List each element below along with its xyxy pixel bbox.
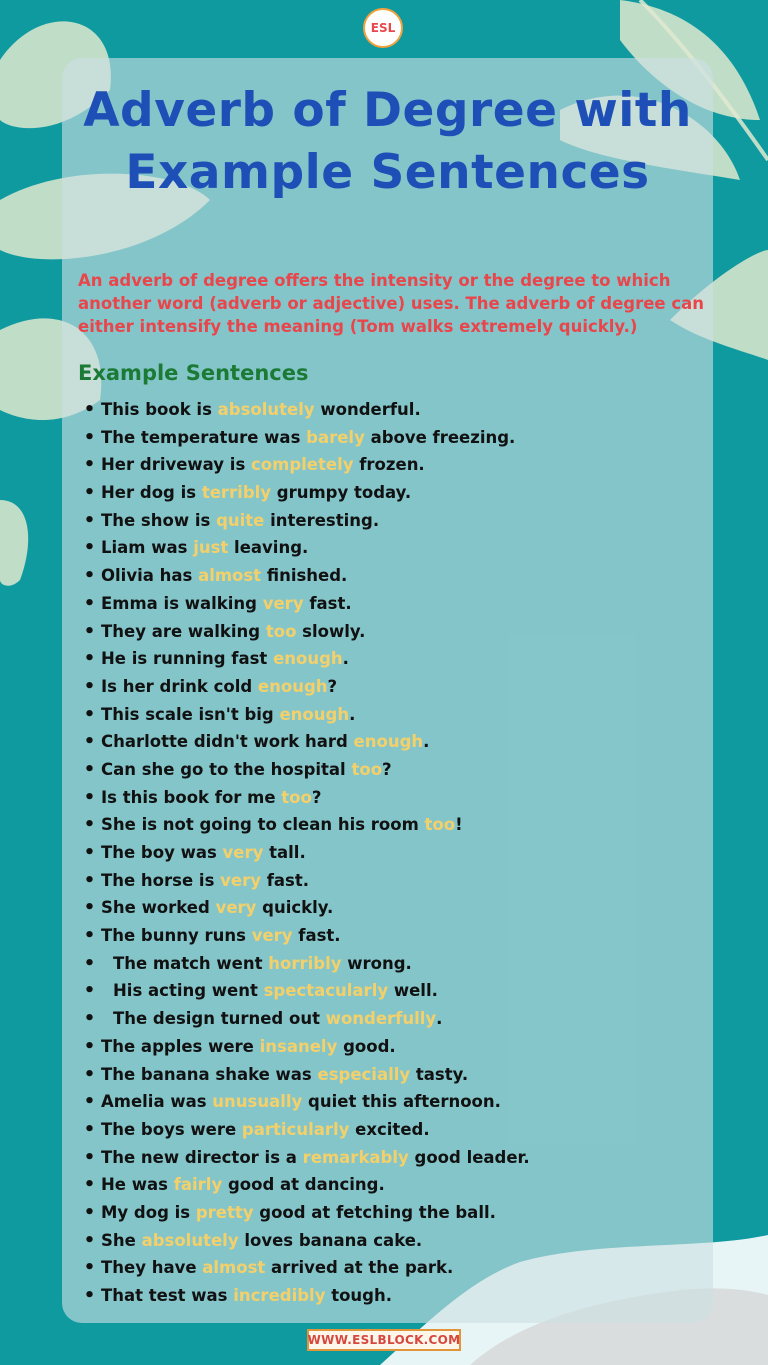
intro-paragraph: An adverb of degree offers the intensity or the degree to which another word (adverb or adjective) uses. The adverb of degree can either intensify the meaning (Tom walks extremely quickly.) — [78, 271, 704, 336]
sentence-text: The match went — [113, 953, 269, 973]
sentence-text: She worked — [101, 898, 216, 918]
highlighted-adverb: enough — [273, 649, 343, 669]
list-item — [78, 673, 708, 701]
list-item — [78, 1061, 708, 1089]
bullet-icon: • — [83, 952, 96, 974]
bullet-icon: • — [83, 897, 96, 919]
sentence-text: He was — [101, 1175, 174, 1195]
sentence-text: The temperature was — [101, 427, 307, 447]
highlighted-adverb: especially — [317, 1064, 411, 1084]
list-item — [78, 977, 708, 1005]
sentence-text: The horse is — [101, 870, 221, 890]
sentence-text: . — [436, 1009, 443, 1029]
sentence-text: Is this book for me — [101, 787, 282, 807]
highlighted-adverb: unusually — [212, 1092, 303, 1112]
sentence-text: well. — [388, 981, 438, 1001]
highlighted-adverb: horribly — [268, 953, 342, 973]
sentence-text: He is running fast — [101, 649, 274, 669]
bullet-icon: • — [83, 1008, 96, 1030]
highlighted-adverb: too — [351, 759, 383, 779]
list-item — [78, 784, 708, 812]
list-item — [78, 396, 708, 424]
website-footer: WWW.ESLBLOCK.COM — [307, 1329, 461, 1351]
highlighted-adverb: too — [281, 787, 312, 807]
sentence-text: good leader. — [408, 1147, 530, 1167]
bullet-icon: • — [83, 1285, 96, 1306]
highlighted-adverb: too — [265, 621, 297, 641]
sentence-text: leaving. — [228, 538, 309, 558]
sentence-text: They are walking — [101, 621, 266, 641]
sentence-text: My dog is — [101, 1202, 196, 1222]
sentence-text: The banana shake was — [101, 1064, 318, 1084]
sentence-text: Olivia has — [101, 566, 199, 586]
sentence-text: Her dog is — [101, 483, 202, 503]
sentence-text: ? — [311, 787, 322, 807]
sentence-text: The bunny runs — [101, 926, 252, 946]
bullet-icon: • — [83, 1201, 96, 1223]
sentence-text: finished. — [261, 566, 348, 586]
section-heading: Example Sentences — [78, 361, 309, 385]
sentence-text: The boy was — [101, 843, 223, 862]
sentence-text: loves banana cake. — [238, 1230, 423, 1250]
sentence-text: ? — [327, 676, 338, 696]
highlighted-adverb: fairly — [173, 1175, 223, 1195]
sentence-text: ? — [382, 759, 392, 779]
list-item — [78, 451, 708, 479]
sentence-text: The design turned out — [113, 1009, 326, 1029]
list-item — [78, 562, 708, 590]
list-item — [78, 507, 708, 535]
sentence-text: wonderful. — [314, 400, 421, 419]
bullet-icon: • — [83, 925, 96, 947]
bullet-icon: • — [83, 509, 96, 531]
highlighted-adverb: remarkably — [302, 1147, 409, 1167]
esl-logo: ESL — [363, 8, 403, 48]
list-item — [78, 1116, 708, 1144]
sentence-text: His acting went — [113, 981, 264, 1001]
bullet-icon: • — [83, 565, 96, 587]
highlighted-adverb: enough — [279, 704, 350, 724]
sentence-text: excited. — [349, 1119, 430, 1139]
sentence-text: Liam was — [101, 538, 194, 558]
highlighted-adverb: very — [220, 870, 261, 890]
bullet-icon: • — [83, 1257, 96, 1279]
highlighted-adverb: very — [262, 593, 304, 613]
sentence-text: They have — [101, 1258, 203, 1278]
sentence-text: . — [423, 732, 430, 752]
bullet-icon: • — [83, 1174, 96, 1196]
sentence-text: fast. — [303, 593, 352, 613]
highlighted-adverb: particularly — [241, 1119, 350, 1139]
list-item — [78, 867, 708, 895]
bullet-icon: • — [83, 758, 96, 780]
bullet-icon: • — [83, 731, 96, 753]
highlighted-adverb: incredibly — [233, 1286, 326, 1305]
bullet-icon: • — [83, 842, 96, 863]
bullet-icon: • — [83, 592, 96, 614]
list-item — [78, 534, 708, 562]
bullet-icon: • — [83, 648, 96, 670]
bullet-icon: • — [83, 482, 96, 504]
sentence-text: Charlotte didn't work hard — [101, 732, 354, 752]
highlighted-adverb: terribly — [201, 483, 272, 503]
list-item — [78, 590, 708, 618]
sentence-text: ! — [455, 815, 463, 835]
list-item — [78, 1005, 708, 1033]
sentence-text: quiet this afternoon. — [302, 1092, 501, 1112]
bullet-icon: • — [83, 786, 96, 808]
sentence-text: This book is — [101, 400, 218, 419]
list-item — [78, 479, 708, 507]
highlighted-adverb: just — [193, 538, 229, 558]
sentence-text: slowly. — [296, 621, 366, 641]
bullet-icon: • — [83, 869, 96, 891]
example-sentence-list — [78, 396, 708, 1310]
list-item — [78, 1282, 708, 1310]
sentence-text: wrong. — [341, 953, 412, 973]
sentence-text: . — [342, 649, 349, 669]
list-item — [78, 424, 708, 452]
list-item — [78, 811, 708, 839]
list-item — [78, 1144, 708, 1172]
sentence-text: Amelia was — [101, 1092, 213, 1112]
list-item — [78, 1227, 708, 1255]
bullet-icon: • — [83, 399, 96, 420]
sentence-text: The boys were — [101, 1119, 242, 1139]
highlighted-adverb: very — [215, 898, 257, 918]
list-item — [78, 950, 708, 978]
sentence-text: arrived at the park. — [265, 1258, 454, 1278]
sentence-text: good at dancing. — [222, 1175, 385, 1195]
highlighted-adverb: wonderfully — [325, 1009, 437, 1029]
page-title: Adverb of Degree with Example Sentences — [83, 83, 692, 200]
bullet-icon: • — [83, 980, 96, 1002]
sentence-text: quickly. — [256, 898, 334, 918]
sentence-text: tasty. — [410, 1064, 469, 1084]
bullet-icon: • — [83, 1091, 96, 1113]
bullet-icon: • — [83, 537, 96, 559]
bullet-icon: • — [83, 675, 96, 697]
highlighted-adverb: absolutely — [141, 1230, 239, 1250]
sentence-text: grumpy today. — [271, 483, 412, 503]
highlighted-adverb: almost — [198, 566, 262, 586]
bullet-icon: • — [83, 1035, 96, 1057]
sentence-text: Is her drink cold — [101, 676, 258, 696]
bullet-icon: • — [83, 620, 96, 642]
bullet-icon: • — [83, 1118, 96, 1140]
sentence-text: interesting. — [264, 510, 380, 530]
sentence-text: She is not going to clean his room — [101, 815, 425, 835]
highlighted-adverb: completely — [251, 455, 354, 475]
bullet-icon: • — [83, 814, 96, 836]
highlighted-adverb: too — [424, 815, 456, 835]
list-item — [78, 894, 708, 922]
sentence-text: She — [101, 1230, 142, 1250]
list-item — [78, 1199, 708, 1227]
highlighted-adverb: almost — [202, 1258, 266, 1278]
sentence-text: The new director is a — [101, 1147, 303, 1167]
list-item — [78, 728, 708, 756]
list-item — [78, 1254, 708, 1282]
sentence-text: That test was — [101, 1286, 234, 1305]
sentence-text: fast. — [260, 870, 310, 890]
list-item — [78, 922, 708, 950]
highlighted-adverb: very — [222, 843, 264, 862]
list-item — [78, 756, 708, 784]
sentence-text: good. — [337, 1036, 396, 1056]
highlighted-adverb: absolutely — [217, 400, 315, 419]
list-item — [78, 701, 708, 729]
sentence-text: The apples were — [101, 1036, 260, 1056]
bullet-icon: • — [83, 1146, 96, 1168]
bullet-icon: • — [83, 1229, 96, 1251]
list-item — [78, 618, 708, 646]
highlighted-adverb: spectacularly — [263, 981, 389, 1001]
bullet-icon: • — [83, 454, 96, 476]
highlighted-adverb: very — [251, 926, 293, 946]
list-item — [78, 839, 708, 867]
sentence-text: tall. — [263, 843, 306, 862]
sentence-text: above freezing. — [364, 427, 516, 447]
highlighted-adverb: pretty — [195, 1202, 254, 1222]
highlighted-adverb: barely — [306, 427, 365, 447]
sentence-text: tough. — [325, 1286, 392, 1305]
highlighted-adverb: insanely — [259, 1036, 338, 1056]
bullet-icon: • — [83, 703, 96, 725]
bullet-icon: • — [83, 1063, 96, 1085]
sentence-text: Can she go to the hospital — [101, 759, 352, 779]
sentence-text: fast. — [292, 926, 341, 946]
sentence-text: Emma is walking — [101, 593, 263, 613]
list-item — [78, 645, 708, 673]
sentence-text: Her driveway is — [101, 455, 252, 475]
highlighted-adverb: enough — [353, 732, 424, 752]
list-item — [78, 1171, 708, 1199]
sentence-text: . — [349, 704, 356, 724]
sentence-text: frozen. — [353, 455, 425, 475]
sentence-text: This scale isn't big — [101, 704, 280, 724]
highlighted-adverb: enough — [257, 676, 328, 696]
bullet-icon: • — [83, 426, 96, 448]
list-item — [78, 1033, 708, 1061]
list-item — [78, 1088, 708, 1116]
sentence-text: The show is — [101, 510, 217, 530]
highlighted-adverb: quite — [216, 510, 265, 530]
sentence-text: good at fetching the ball. — [253, 1202, 496, 1222]
